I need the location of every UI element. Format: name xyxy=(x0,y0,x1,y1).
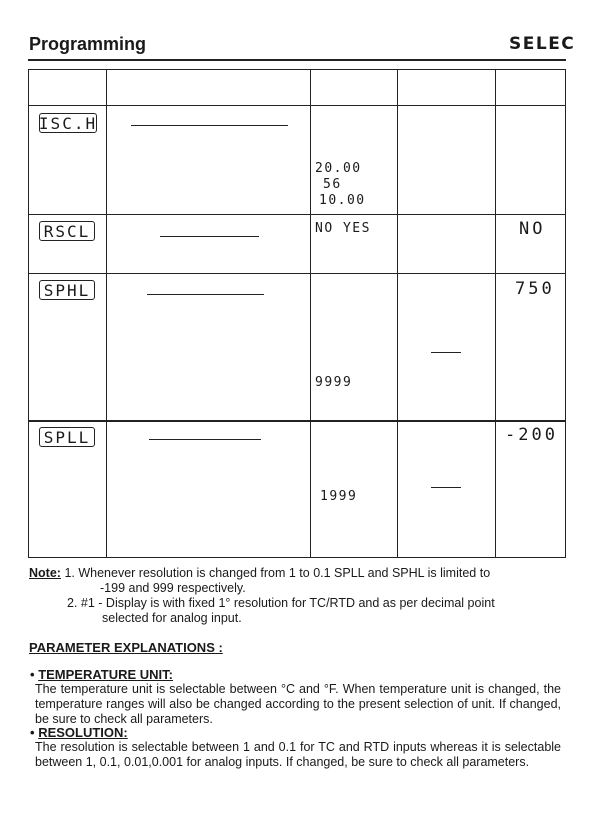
row-divider xyxy=(29,214,565,215)
note-number: 2. xyxy=(67,596,78,610)
redacted-unit xyxy=(431,487,461,488)
param-display-sphl: SPHL xyxy=(39,280,95,300)
parameter-table xyxy=(28,69,566,558)
subsection-temperature-unit xyxy=(30,667,173,682)
column-divider xyxy=(495,70,496,557)
default-value: 750 xyxy=(515,279,555,299)
header-rule xyxy=(28,59,566,61)
brand-logo: SELEC xyxy=(509,34,576,54)
column-divider xyxy=(310,70,311,557)
subsection-title: RESOLUTION: xyxy=(38,725,128,740)
range-value: 1999 xyxy=(320,489,358,504)
row-divider xyxy=(29,420,565,422)
note-number: 1. xyxy=(64,566,75,580)
redacted-description xyxy=(149,439,261,440)
range-value: 20.00 xyxy=(315,161,362,176)
note-text: Whenever resolution is changed from 1 to 0.1 SPLL and SPHL is limited to xyxy=(78,566,491,580)
note-text: selected for analog input. xyxy=(102,611,242,625)
param-display-isch: ISC.H xyxy=(38,113,98,133)
page-title: Programming xyxy=(29,34,147,54)
note-label: Note: xyxy=(29,566,61,580)
subsection-title: TEMPERATURE UNIT: xyxy=(38,667,173,682)
note-text: #1 - Display is with fixed 1° resolution for TC/RTD and as per decimal point xyxy=(80,596,495,610)
column-divider xyxy=(397,70,398,557)
paragraph-resolution: The resolution is selectable between 1 and 0.1 for TC and RTD inputs whereas it is selectable between 1, 0.1, 0.01,0.001 for analog inputs. If changed, be sure to check all parameters. xyxy=(35,740,561,769)
subsection-resolution xyxy=(30,725,128,740)
range-value: 10.00 xyxy=(319,193,366,208)
range-value: NO YES xyxy=(315,221,371,236)
default-value: NO xyxy=(519,219,546,239)
redacted-description xyxy=(131,125,288,126)
redacted-description xyxy=(160,236,259,237)
row-divider xyxy=(29,273,565,274)
column-divider xyxy=(106,70,107,557)
bullet-icon: • xyxy=(30,725,35,740)
bullet-icon: • xyxy=(30,667,35,682)
row-divider xyxy=(29,105,565,106)
param-display-rscl: RSCL xyxy=(39,221,95,241)
redacted-unit xyxy=(431,352,461,353)
paragraph-temperature-unit: The temperature unit is selectable between °C and °F. When temperature unit is changed, the temperature ranges will also be changed according to the present selection of unit. If changed, be sure to check all parameters. xyxy=(35,682,561,726)
default-value: -200 xyxy=(505,425,558,445)
param-display-spll: SPLL xyxy=(39,427,95,447)
redacted-description xyxy=(147,294,264,295)
range-value: 9999 xyxy=(315,375,353,390)
range-value: 56 xyxy=(323,177,342,192)
note-text: -199 and 999 respectively. xyxy=(100,581,246,595)
section-heading: PARAMETER EXPLANATIONS : xyxy=(29,640,223,655)
